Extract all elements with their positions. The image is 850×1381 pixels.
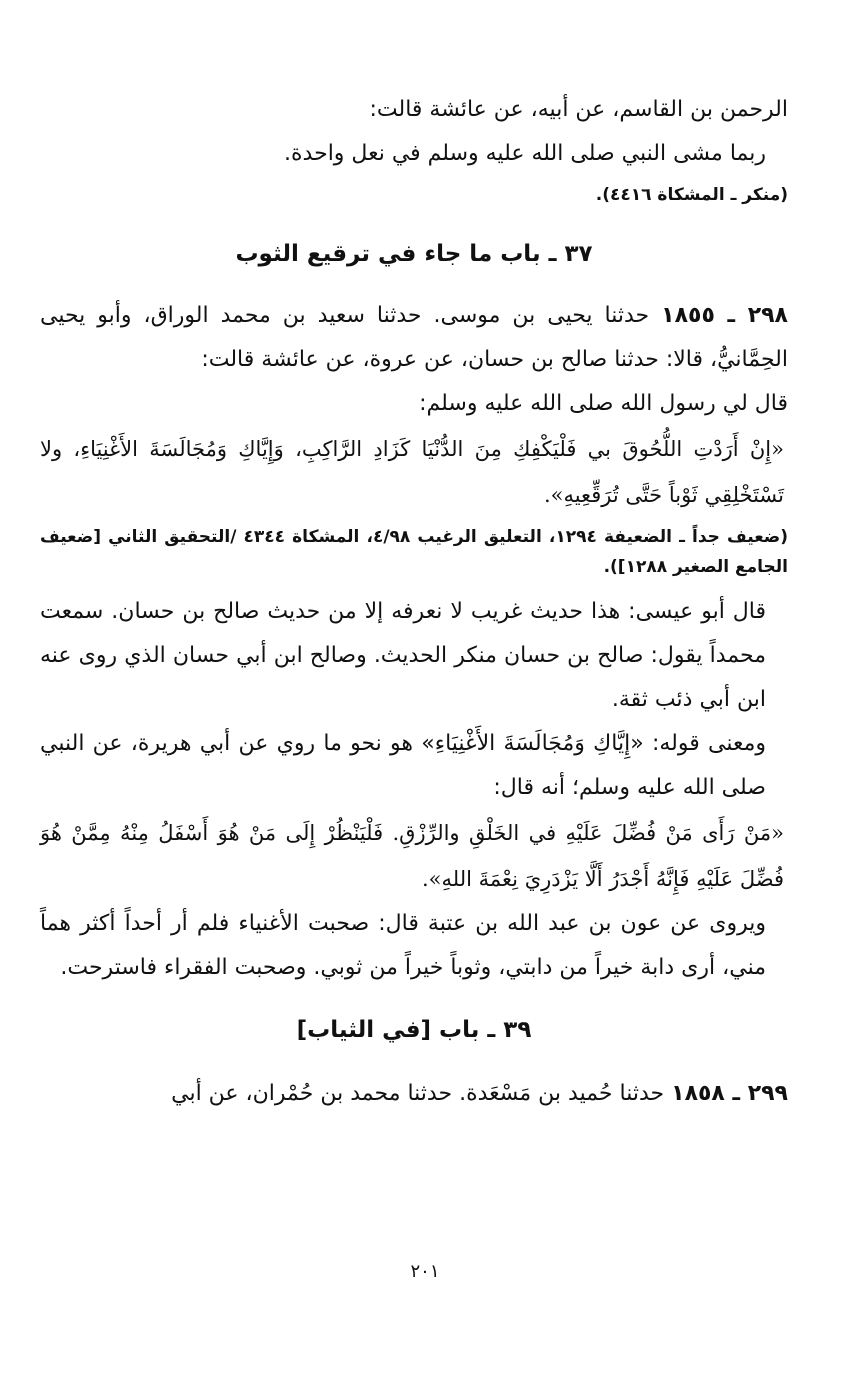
hadith-298-chain — [40, 294, 788, 382]
page-number: ٢٠١ — [410, 1261, 440, 1282]
hadith-299-number: ٢٩٩ ـ ١٨٥٨ — [671, 1081, 788, 1106]
hadith-298-source: (ضعيف جداً ـ الضعيفة ١٢٩٤، التعليق الرغيب ٤/٩٨، المشكاة ٤٣٤٤ /التحقيق الثاني [ضعيف الجامع الصغير ١٢٨٨]). — [40, 527, 789, 577]
commentary-2: ومعنى قوله: «إِيَّاكِ وَمُجَالَسَةَ الأَغْنِيَاءِ» هو نحو ما روي عن أبي هريرة، عن النبي صلى الله عليه وسلم؛ أنه قال: — [40, 731, 766, 800]
hadith-298-text: «إِنْ أَرَدْتِ اللُّحُوقَ بي فَلْيَكْفِكِ مِنَ الدُّنْيَا كَزَادِ الرَّاكِبِ، وَإِيَّاكِ وَمُجَالَسَةَ الأَغْنِيَاءِ، ولا تَسْتَخْلِقِي ثَوْباً حَتَّى تُرَقِّعِيهِ». — [40, 437, 784, 507]
hadith-299-chain — [40, 1072, 788, 1116]
section-37-heading: ٣٧ ـ باب ما جاء في ترقيع الثوب — [235, 241, 593, 267]
hadith-298-number: ٢٩٨ ـ ١٨٥٥ — [661, 303, 788, 328]
quote-2: «مَنْ رَأَى مَنْ فُضِّلَ عَلَيْهِ في الخَلْقِ والرِّزْقِ. فَلْيَنْظُرْ إِلَى مَنْ هُوَ أَسْفَلُ مِنْهُ مِمَّنْ هُوَ فُضِّلَ عَلَيْهِ فَإِنَّهُ أَجْدَرُ أَلَّا يَزْدَرِيَ نِعْمَةَ اللهِ». — [40, 821, 784, 891]
hadith-298-chain-text: حدثنا يحيى بن موسى. حدثنا سعيد بن محمد الوراق، وأبو يحيى الحِمَّانيُّ، قالا: حدثنا صالح بن حسان، عن عروة، عن عائشة قالت: — [40, 303, 788, 372]
intro-line: الرحمن بن القاسم، عن أبيه، عن عائشة قالت: — [369, 97, 788, 122]
commentary-1: قال أبو عيسى: هذا حديث غريب لا نعرفه إلا من حديث صالح بن حسان. سمعت محمداً يقول: صالح بن حسان منكر الحديث. وصالح ابن أبي حسان الذي روى عنه ابن أبي ذئب ثقة. — [40, 599, 766, 712]
intro-source: (منكر ـ المشكاة ٤٤١٦). — [595, 185, 788, 205]
section-39-heading: ٣٩ ـ باب [في الثياب] — [296, 1017, 532, 1043]
page-body — [40, 88, 788, 1116]
hadith-298-intro: قال لي رسول الله صلى الله عليه وسلم: — [419, 391, 788, 416]
commentary-3: ويروى عن عون بن عبد الله بن عتبة قال: صحبت الأغنياء فلم أر أحداً أكثر هماً مني، أرى دابة خيراً من دابتي، وثوباً خيراً من ثوبي. وصحبت الفقراء فاسترحت. — [40, 911, 766, 980]
hadith-299-chain-text: حدثنا حُميد بن مَسْعَدة. حدثنا محمد بن حُمْران، عن أبي — [171, 1081, 665, 1106]
intro-text: ربما مشى النبي صلى الله عليه وسلم في نعل واحدة. — [284, 141, 766, 166]
